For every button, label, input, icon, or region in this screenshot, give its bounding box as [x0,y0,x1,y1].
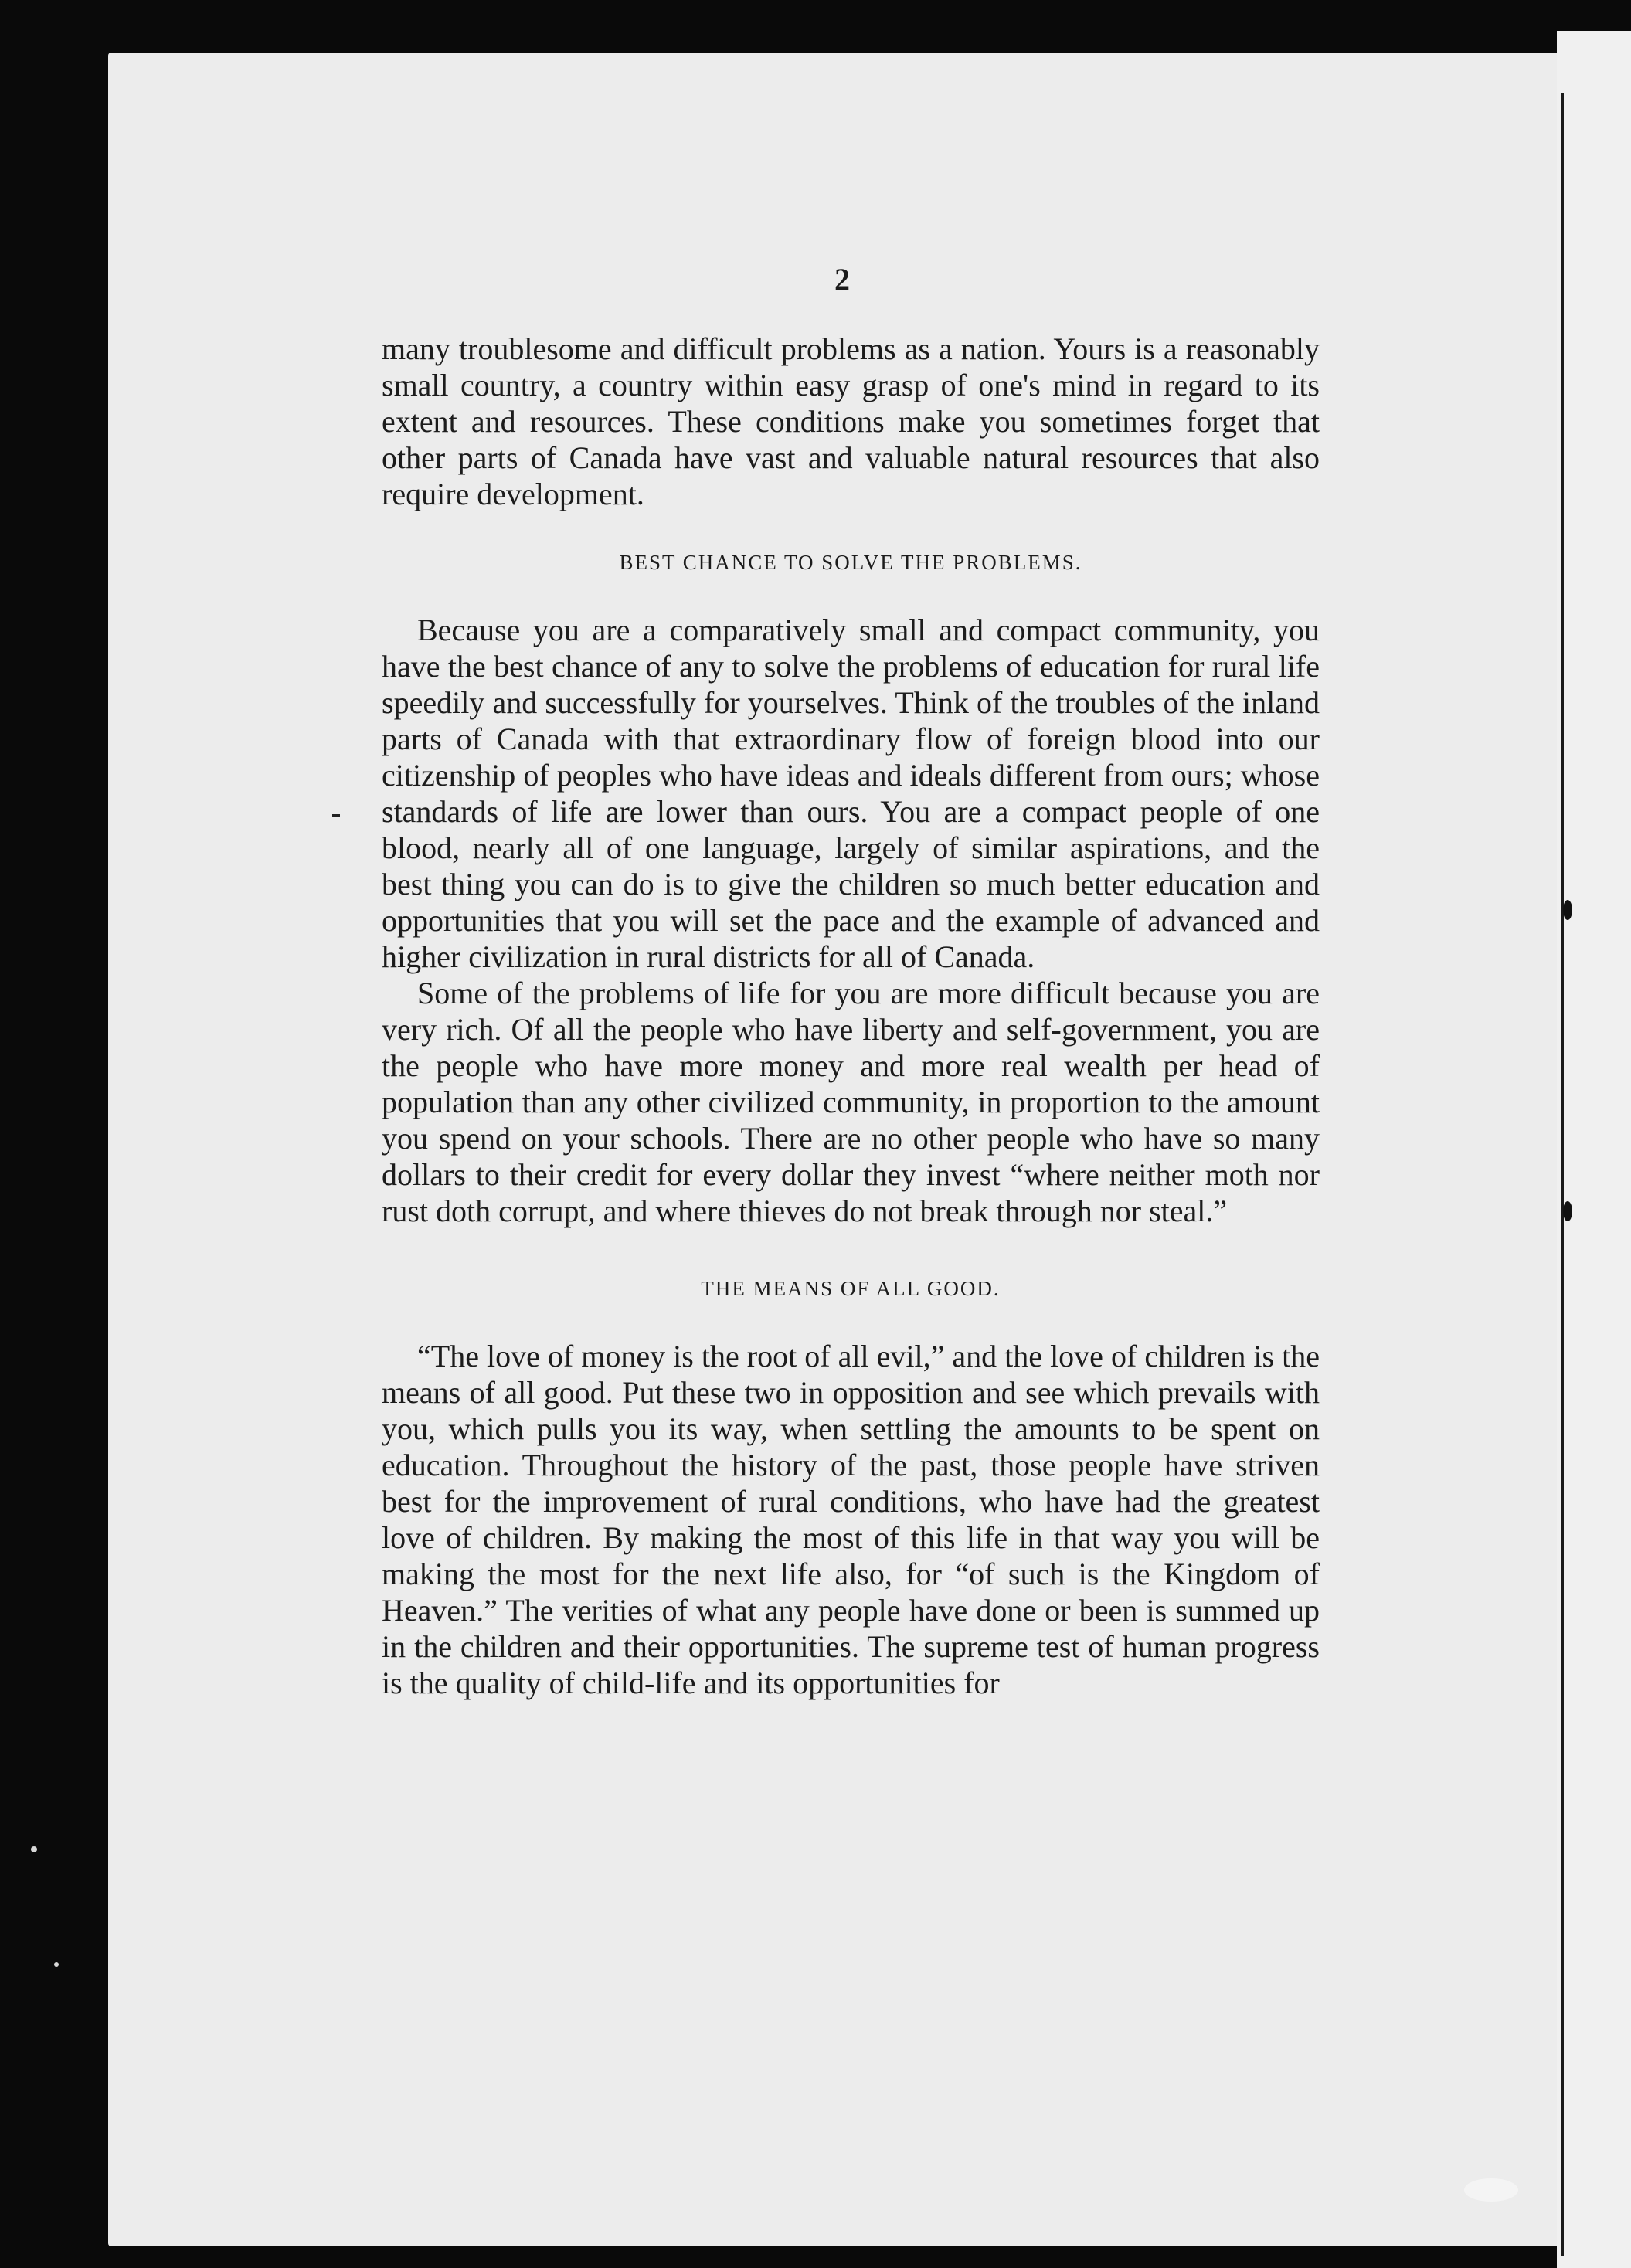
section-heading-means-of-all-good: THE MEANS OF ALL GOOD. [701,1277,1001,1300]
section1-paragraph1: Because you are a comparatively small and compact community, you have the best chance of any to solve the problems of education for rural life speedily and successfully for yourselves. Think of the troubles of the inland parts of Canada with that extraordinary flow of foreign blood into our citizenship of peoples who have ideas and ideals different from ours; whose standards of life are lower than ours. You are a compact people of one blood, nearly all of one language, largely of similar aspirations, and the best thing you can do is to give the children so much better education and opportunities that you will set the pace and the example of advanced and higher civilization in rural districts for all of Canada. [382,613,1320,974]
paper-speck [1464,2178,1518,2202]
paper-speck [31,1846,37,1852]
binding-mark [1563,1201,1572,1221]
binding-line [1561,93,1564,2256]
margin-dash [332,814,340,817]
binding-mark [1563,900,1572,920]
page-body [382,331,1320,1701]
paper-speck [54,1962,59,1967]
adjacent-page-edge [1557,31,1631,2268]
opening-paragraph: many troublesome and difficult problems as a nation. Yours is a reasonably small country, a country within easy grasp of one's mind in regard to its extent and resources. These conditions make you sometimes forget that other parts of Canada have vast and valuable natural resources that also require development. [382,331,1320,511]
section1-paragraph2: Some of the problems of life for you are more difficult because you are very rich. Of all the people who have liberty and self-government, you are the people who have more money and more real wealth per head of population than any other civilized community, in proportion to the amount you spend on your schools. There are no other people who have so many dollars to their credit for every dollar they invest “where neither moth nor rust doth corrupt, and where thieves do not break through nor steal.” [382,976,1320,1228]
section2-paragraph1: “The love of money is the root of all evil,” and the love of children is the means of all good. Put these two in opposition and see which prevails with you, which pulls you its way, when settling the amounts to be spent on education. Throughout the history of the past, those people have striven best for the improvement of rural conditions, who have had the greatest love of children. By making the most of this life in that way you will be making the most for the next life also, for “of such is the Kingdom of Heaven.” The verities of what any people have done or been is summed up in the children and their opportunities. The supreme test of human progress is the quality of child-life and its opportunities for [382,1339,1320,1700]
section-heading-best-chance: BEST CHANCE TO SOLVE THE PROBLEMS. [619,551,1082,574]
page-number: 2 [834,262,850,297]
